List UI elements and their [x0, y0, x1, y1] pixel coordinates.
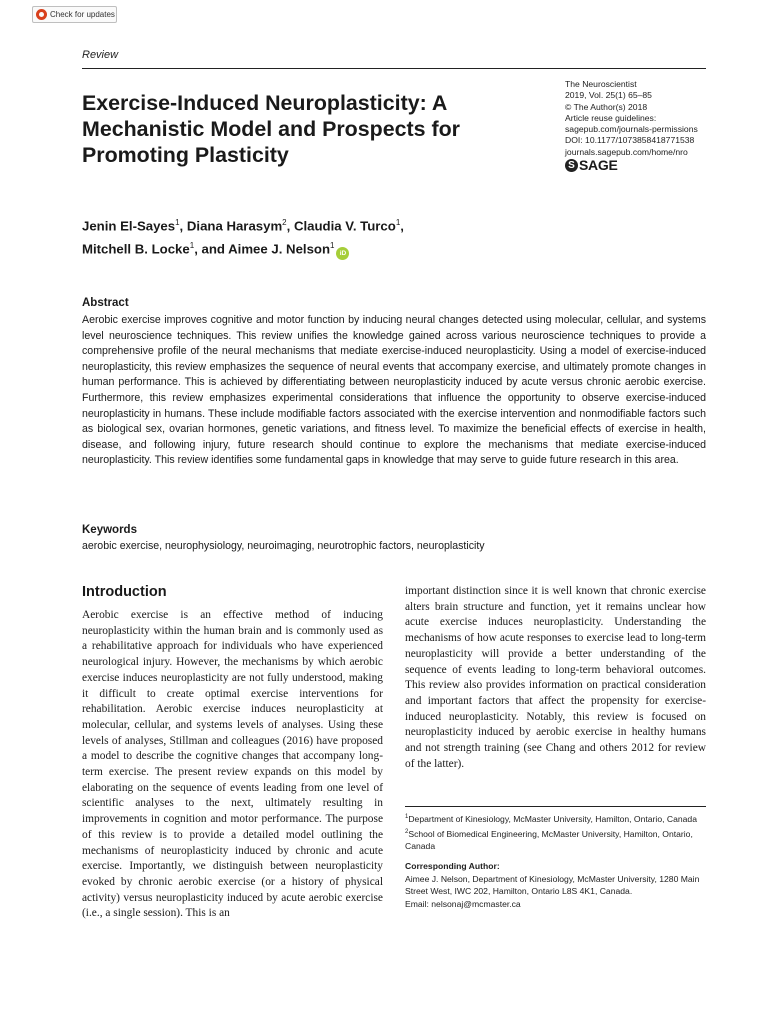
- corresponding-author-email[interactable]: Email: nelsonaj@mcmaster.ca: [405, 899, 521, 909]
- check-for-updates-label: Check for updates: [50, 10, 115, 19]
- author-name: Mitchell B. Locke: [82, 241, 190, 257]
- author-name: Jenin El-Sayes: [82, 218, 176, 234]
- introduction-column-1: Aerobic exercise is an effective method of inducing neuroplasticity within the human brain and is commonly used as a rehabilitative approach for individuals who have experienced neurological injury. However, the mechanisms by which aerobic exercise induces neuroplasticity are not fully understood, making it difficult to create optimal exercise interventions for rehabilitation. Aerobic exercise induces neuroplasticity at molecular, cellular, and systems levels of analyses. Using these levels of analyses, Stillman and colleagues (2016) have proposed a model to describe the cognitive changes that accompany long-term exercise. The present review expands on this model by elaborating on the sequence of events leading from one level of scientific analyses to the next, ultimately resulting in improvements in cognition and motor performance. The purpose of this review is to provide a detailed model outlining the mechanisms of neuroplasticity induced by chronic and acute exercise. Importantly, we distinguish between neuroplasticity evoked by chronic aerobic exercise (or a history of physical activity) versus neuroplasticity induced by acute aerobic exercise (i.e., a single session). This is an: [82, 609, 383, 920]
- author-affiliation-marker: 1: [330, 241, 335, 251]
- article-type: Review: [82, 49, 119, 61]
- footnotes: [405, 812, 706, 912]
- article-title: Exercise-Induced Neuroplasticity: A Mechanistic Model and Prospects for Promoting Plasticity: [82, 91, 460, 167]
- journal-permissions-link[interactable]: sagepub.com/journals-permissions: [565, 124, 698, 135]
- sage-s-icon: S: [565, 159, 578, 172]
- affiliation-2: $^2$School of Biomedical Engineering, McMaster University, Hamilton, Ontario, Canada: [405, 829, 693, 851]
- author-affiliation-marker: 1: [175, 218, 180, 227]
- keywords-text: aerobic exercise, neurophysiology, neuroimaging, neurotrophic factors, neuroplasticity: [82, 540, 485, 552]
- sage-logo: [565, 156, 715, 173]
- header-divider: [82, 68, 706, 69]
- journal-volume: 2019, Vol. 25(1) 65–85: [565, 90, 652, 101]
- abstract-text: Aerobic exercise improves cognitive and motor function by inducing neural changes detected using molecular, cellular, and systems level neuroscience techniques. This review unifies the knowledge gained across various neuroscience techniques to provide a comprehensive profile of the neural mechanisms that mediate exercise-induced neuroplasticity. Using a model of exercise-induced neuroplasticity, this review emphasizes the sequence of neural events that accompany exercise, and ultimately promote changes in human performance. This is achieved by differentiating between neuroplasticity induced by acute versus chronic aerobic exercise. Furthermore, this review emphasizes experimental considerations that influence the opportunity to observe exercise-induced neuroplasticity in humans. These include modifiable factors associated with the exercise intervention and nonmodifiable factors such as biological sex, ovarian hormones, genetic variations, and fitness level. To maximize the beneficial effects of exercise in health, disease, and following injury, future research should continue to explore the mechanisms that mediate exercise-induced neuroplasticity. This review identifies some fundamental gaps in knowledge that may serve to guide future research in this area.: [82, 314, 706, 467]
- author-affiliation-marker: 1: [189, 241, 195, 251]
- author-name: Diana Harasym: [186, 218, 283, 234]
- orcid-icon[interactable]: iD: [336, 247, 349, 260]
- journal-reuse-label: Article reuse guidelines:: [565, 112, 657, 123]
- author-affiliation-marker: 2: [282, 218, 287, 227]
- footnote-divider: [405, 806, 706, 807]
- affiliation-marker: 1: [405, 814, 409, 820]
- affiliation-marker: 2: [405, 829, 409, 836]
- journal-home-link[interactable]: journals.sagepub.com/home/nro: [565, 146, 688, 157]
- author-name: Claudia V. Turco: [293, 218, 396, 234]
- corresponding-author-label: Corresponding Author:: [405, 860, 500, 871]
- update-check-icon: [36, 9, 47, 20]
- abstract-heading: Abstract: [82, 297, 129, 309]
- journal-doi[interactable]: DOI: 10.1177/1073858418771538: [565, 135, 695, 146]
- introduction-column-2: important distinction since it is well known that chronic exercise alters brain structure and function, yet it remains unclear how acute exercise induces neuroplasticity. Understanding the mechanisms of how acute responses to exercise lead to long-term neuroplasticity will provide a better understanding of the sequence of events leading to long-term behavioral outcomes. This review also provides information on practical consideration and important factors that affect the propensity for exercise-induced neuroplasticity. Notably, this review is focused on neuroplasticity induced by aerobic exercise in healthy humans and not strength training (see Chang and others 2012 for review of the latter).: [405, 585, 706, 770]
- sage-wordmark: SAGE: [579, 156, 618, 173]
- affiliation-1: $^1$Department of Kinesiology, McMaster University, Hamilton, Ontario, Canada: [405, 813, 697, 824]
- journal-info: [565, 79, 715, 172]
- journal-copyright: © The Author(s) 2018: [565, 101, 648, 112]
- introduction-heading: Introduction: [82, 584, 167, 600]
- corresponding-author-address: Aimee J. Nelson, Department of Kinesiology, McMaster University, 1280 Main Street West, IWC 202, Hamilton, Ontario L8S 4K1, Canada.: [405, 873, 700, 896]
- author-name: Aimee J. Nelson: [228, 241, 331, 257]
- journal-name: The Neuroscientist: [565, 79, 637, 89]
- keywords-heading: Keywords: [82, 524, 137, 536]
- check-for-updates-badge[interactable]: [32, 6, 117, 23]
- author-list: Jenin El-Sayes$^1$, Diana Harasym$^2$, Claudia V. Turco$^1$, Mitchell B. Locke$^1$, and Aimee J. Nelson$^1$iD: [82, 213, 642, 260]
- author-affiliation-marker: 1: [395, 218, 401, 227]
